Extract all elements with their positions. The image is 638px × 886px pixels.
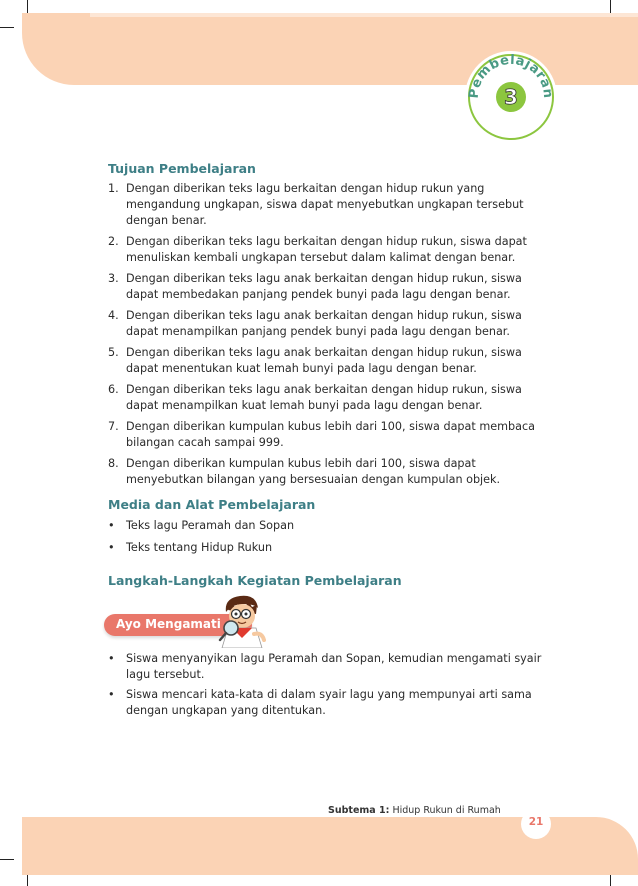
badge-number: 3 [504, 85, 518, 109]
crop-mark [0, 859, 14, 860]
tujuan-item [108, 345, 538, 377]
tujuan-item-text: Dengan diberikan teks lagu anak berkaitan dengan hidup rukun, siswa dapat menampilkan kuat lemah bunyi pada lagu dengan benar. [126, 383, 522, 413]
footer-subtema-label: Subtema 1: [328, 805, 390, 816]
tujuan-heading: Tujuan Pembelajaran [108, 161, 256, 176]
media-item-text: Teks tentang Hidup Rukun [126, 540, 273, 554]
tujuan-item-number: 1. [108, 182, 119, 195]
media-item [108, 540, 546, 556]
media-item [108, 518, 546, 534]
crop-mark [610, 0, 611, 14]
page-number: 21 [528, 816, 544, 828]
footer-subtema [328, 805, 501, 816]
bullet: • [108, 687, 115, 701]
tujuan-item [108, 234, 538, 266]
tujuan-item [108, 382, 538, 414]
pembelajaran-badge [462, 48, 560, 146]
footer-subtema-title: Hidup Rukun di Rumah [392, 805, 501, 816]
media-heading: Media dan Alat Pembelajaran [108, 497, 316, 512]
media-list [108, 518, 546, 562]
tujuan-item-text: Dengan diberikan teks lagu berkaitan dengan hidup rukun, siswa dapat menuliskan kembali ungkapan tersebut dalam kalimat dengan benar. [126, 235, 527, 265]
tujuan-item-text: Dengan diberikan teks lagu anak berkaitan dengan hidup rukun, siswa dapat menampilkan panjang pendek bunyi pada lagu dengan benar. [126, 309, 522, 339]
bullet: • [108, 652, 115, 665]
media-item-text: Teks lagu Peramah dan Sopan [126, 519, 295, 532]
tujuan-item-number: 4. [108, 309, 119, 323]
tujuan-item [108, 308, 538, 340]
tujuan-item [108, 181, 538, 230]
langkah-heading: Langkah-Langkah Kegiatan Pembelajaran [108, 573, 402, 588]
tujuan-item-number: 3. [108, 272, 119, 286]
bullet: • [108, 519, 115, 532]
kid-magnifier-illustration [214, 592, 270, 648]
header-band-highlight [90, 13, 638, 17]
tujuan-item-text: Dengan diberikan kumpulan kubus lebih dari 100, siswa dapat membaca bilangan cacah sampai 999. [126, 420, 535, 450]
langkah-list [108, 651, 546, 723]
tujuan-item-number: 2. [108, 235, 119, 249]
crop-mark [27, 0, 28, 14]
langkah-item [108, 651, 546, 683]
tujuan-item [108, 456, 538, 488]
ayo-mengamati-label: Ayo Mengamati [116, 617, 221, 631]
tujuan-item-number: 6. [108, 383, 119, 397]
tujuan-item-number: 8. [108, 457, 119, 471]
tujuan-list [108, 181, 538, 493]
tujuan-item-text: Dengan diberikan teks lagu berkaitan dengan hidup rukun yang mengandung ungkapan, siswa dapat menyebutkan ungkapan tersebut dengan benar. [126, 182, 524, 228]
tujuan-item [108, 271, 538, 303]
langkah-item [108, 687, 546, 719]
langkah-item-text: Siswa menyanyikan lagu Peramah dan Sopan, kemudian mengamati syair lagu tersebut. [126, 652, 542, 682]
tujuan-item-number: 5. [108, 346, 119, 360]
badge-label: Pembelajaran [466, 52, 556, 100]
tujuan-item-text: Dengan diberikan teks lagu anak berkaitan dengan hidup rukun, siswa dapat menentukan kuat lemah bunyi pada lagu dengan benar. [126, 346, 522, 376]
tujuan-item-text: Dengan diberikan kumpulan kubus lebih dari 100, siswa dapat menyebutkan bilangan yang bersesuaian dengan kumpulan objek. [126, 457, 501, 487]
crop-mark [0, 27, 14, 28]
tujuan-item-text: Dengan diberikan teks lagu anak berkaitan dengan hidup rukun, siswa dapat membedakan panjang pendek bunyi pada lagu dengan benar. [126, 272, 522, 302]
bullet: • [108, 540, 115, 554]
tujuan-item [108, 419, 538, 451]
tujuan-item-number: 7. [108, 420, 119, 434]
langkah-item-text: Siswa mencari kata-kata di dalam syair lagu yang mempunyai arti sama dengan ungkapan yang ditentukan. [126, 687, 532, 717]
